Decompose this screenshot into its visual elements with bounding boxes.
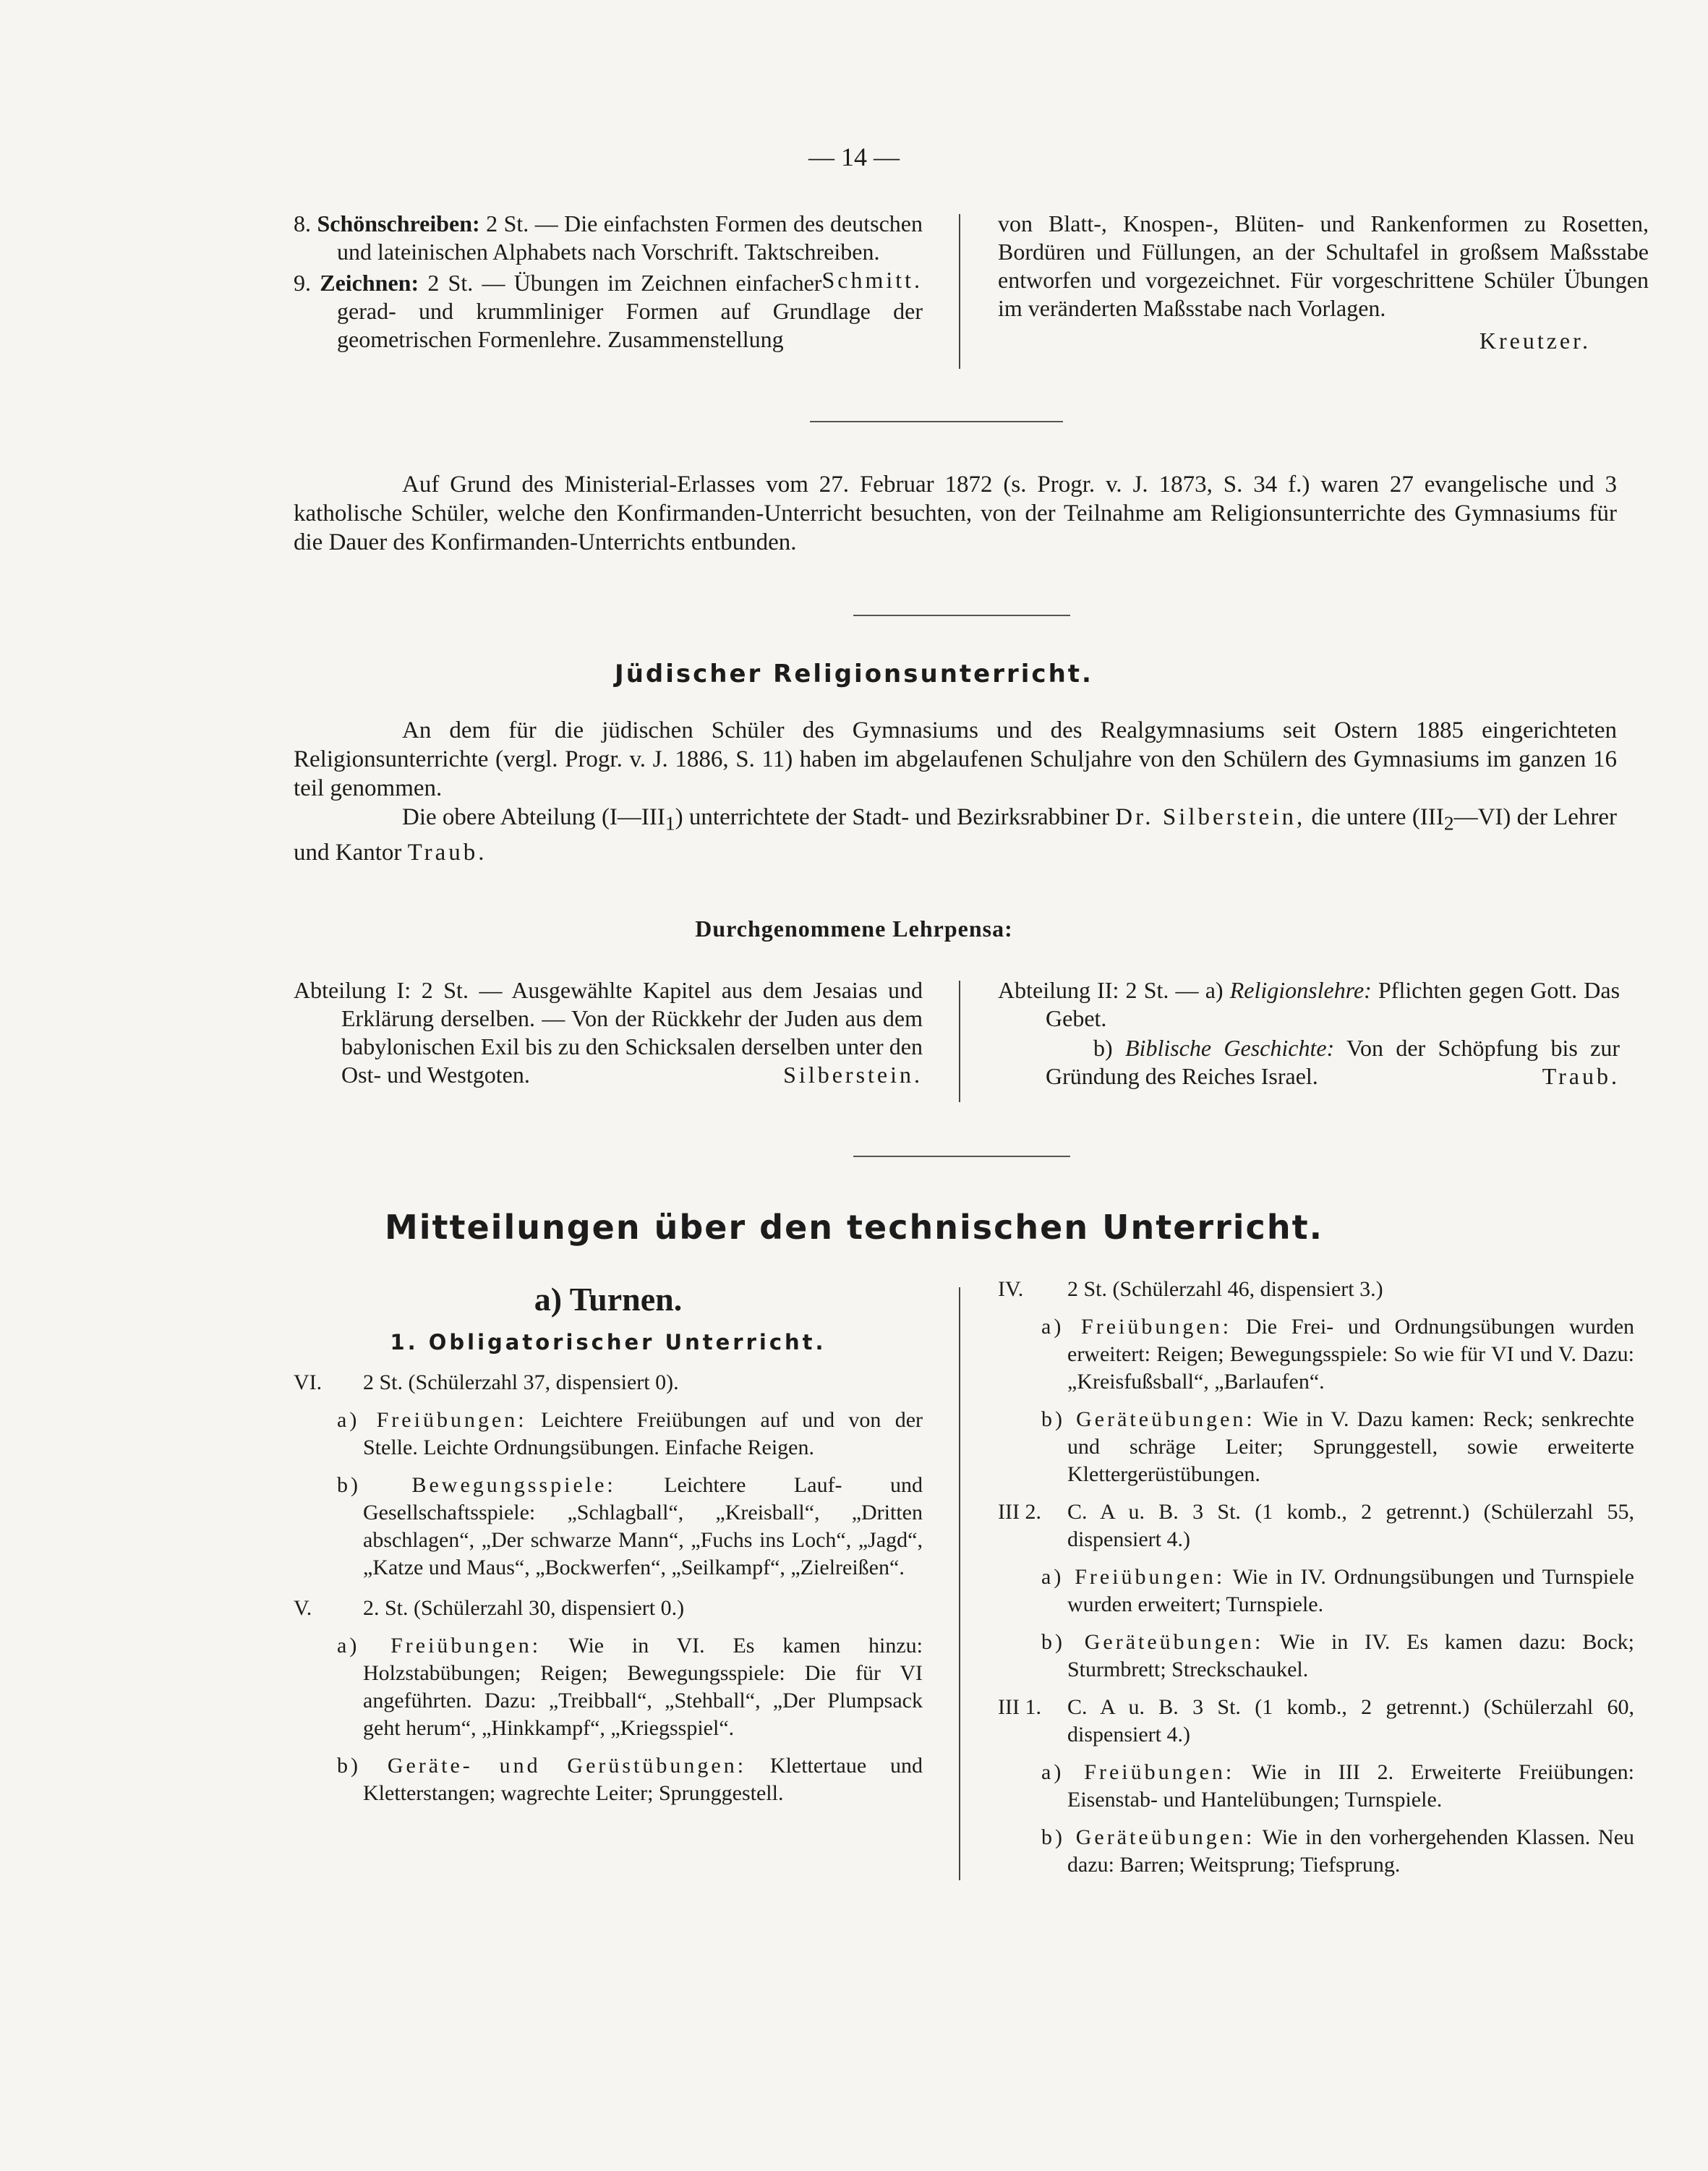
entry-zeichnen-continued xyxy=(998,210,1649,323)
exercise-label: b) Geräte- und Gerüstübungen: xyxy=(337,1754,747,1778)
class-label: VI. xyxy=(294,1370,323,1394)
exercise-text: Wie in IV. Es kamen dazu: Bock; Sturmbrett; Streckschaukel. xyxy=(1067,1630,1635,1681)
page-number: — 14 — xyxy=(808,142,900,171)
text-run: 2 St. — a) xyxy=(1125,977,1224,1003)
text-run: ) unterrichtete der Stadt- und Bezirksrabbiner xyxy=(675,804,1109,830)
teacher-name: Traub. xyxy=(1542,1063,1620,1089)
entry-text: 2 St. — Die einfachsten Formen des deutschen und lateinischen Alphabets nach Vorschrift. Taktschreiben. xyxy=(337,210,923,265)
list-item xyxy=(998,1629,1634,1684)
exercise-text: Klettertaue und Kletterstangen; wagrechte Leiter; Sprunggestell. xyxy=(363,1754,923,1805)
class-v-header xyxy=(294,1595,923,1622)
section-heading-technisch: Mitteilungen über den technischen Unterricht. xyxy=(384,1208,1324,1247)
class-label: V. xyxy=(294,1596,312,1620)
class-info: 2 St. (Schülerzahl 46, dispensiert 3.) xyxy=(1067,1277,1383,1301)
teacher-name: Kreutzer. xyxy=(1479,328,1591,354)
top-left-column xyxy=(294,210,923,354)
juedisch-paragraph-2 xyxy=(294,803,1617,867)
class-label: III 1. xyxy=(998,1695,1041,1719)
class-iii2-header xyxy=(998,1498,1634,1553)
list-item xyxy=(998,1759,1634,1814)
exercise-text: Wie in IV. Ordnungsübungen und Turnspiele wurden erweitert; Turnspiele. xyxy=(1067,1565,1634,1616)
column-divider xyxy=(959,981,960,1102)
class-iii1-header xyxy=(998,1694,1634,1749)
class-label: IV. xyxy=(998,1277,1024,1301)
obligatorisch-heading: 1. Obligatorischer Unterricht. xyxy=(390,1330,827,1355)
exercise-text: Wie in III 2. Erweiterte Freiübungen: Eisenstab- und Hantelübungen; Turnspiele. xyxy=(1067,1760,1634,1812)
exercise-text: Die Frei- und Ordnungsübungen wurden erweitert: Reigen; Bewegungsspiele: So wie für VI und V. Dazu: „Kreisfußsball“, „Barlaufen“. xyxy=(1067,1315,1635,1394)
column-divider xyxy=(959,214,960,369)
class-iv-header xyxy=(998,1276,1634,1303)
list-item xyxy=(998,1824,1634,1879)
list-item xyxy=(294,1632,923,1742)
top-right-column xyxy=(998,210,1649,355)
class-vi-header xyxy=(294,1369,923,1396)
turnen-left xyxy=(294,1280,923,1817)
text-run: —VI) der Lehrer und Kantor xyxy=(294,804,1618,866)
subscript: 2 xyxy=(1443,811,1454,835)
exercise-label: b) Geräteübungen: xyxy=(1041,1630,1264,1654)
exercise-text: Leichtere Lauf- und Gesellschaftsspiele: „Schlagball“, „Kreisball“, „Dritten abschlagen“, „Der schwarze Mann“, „Fuchs ins Loch“, „Jagd“, „Katze und Maus“, „Bockwerfen“, „Seilkampf“, „Zielreißen“. xyxy=(363,1473,923,1579)
pensa-heading: Durchgenommene Lehrpensa: xyxy=(695,916,1013,942)
pensa-right xyxy=(998,976,1620,1091)
exercise-text: Wie in VI. Es kamen hinzu: Holzstabübungen; Reigen; Bewegungsspiele: Die für VI angeführten. Dazu: „Treibball“, „Stehball“, „Der Plumpsack geht herum“, „Hinkkampf“, „Kriegsspiel“. xyxy=(363,1634,923,1740)
entry-number: 9. xyxy=(294,270,311,296)
exercise-text: Wie in den vorhergehenden Klassen. Neu dazu: Barren; Weitsprung; Tiefsprung. xyxy=(1067,1825,1635,1877)
exercise-label: a) Freiübungen: xyxy=(337,1408,527,1432)
section-divider xyxy=(853,1156,1070,1157)
exercise-label: b) Geräteübungen: xyxy=(1041,1407,1255,1431)
section-divider xyxy=(853,615,1070,616)
column-divider xyxy=(959,1287,960,1880)
entry-number: 8. xyxy=(294,210,311,236)
class-label: III 2. xyxy=(998,1500,1041,1524)
abteilung-text: 2 St. — Ausgewählte Kapitel aus dem Jesaias und Erklärung derselben. — Von der Rückkehr der Juden aus dem babylonischen Exil bis zu den Schicksalen derselben unter den Ost- und Westgoten. xyxy=(341,977,923,1088)
teacher-name: Schmitt. xyxy=(821,267,923,293)
abteilung-label: Abteilung I: xyxy=(294,977,411,1003)
pensa-left xyxy=(294,976,923,1089)
abteilung-label: Abteilung II: xyxy=(998,977,1119,1003)
subscript: 1 xyxy=(665,811,675,835)
teacher-name: Dr. Silberstein, xyxy=(1115,804,1306,830)
juedisch-paragraph-1: An dem für die jüdischen Schüler des Gymnasiums und des Realgymnasiums seit Ostern 1885 eingerichteten Religionsunterrichte (vergl. Progr. v. J. 1886, S. 11) haben im abgelaufenen Schuljahre von den Schülern des Gymnasiums im ganzen 16 teil genommen. xyxy=(294,717,1617,801)
entry-text: von Blatt-, Knospen-, Blüten- und Rankenformen zu Rosetten, Bordüren und Füllungen, an der Schultafel in großsem Maßsstabe entworfen und vorgezeichnet. Für vorgeschrittene Schüler Übungen im veränderten Maßsstabe nach Vorlagen. xyxy=(998,210,1649,321)
list-item xyxy=(998,1406,1634,1488)
turnen-right xyxy=(998,1276,1634,1889)
exercise-label: a) Freiübungen: xyxy=(337,1634,542,1658)
exercise-text: Leichtere Freiübungen auf und von der Stelle. Leichte Ordnungsübungen. Einfache Reigen. xyxy=(363,1408,923,1459)
abteilung-2 xyxy=(998,976,1620,1033)
exercise-label: a) Freiübungen: xyxy=(1041,1760,1235,1784)
class-info: 2. St. (Schülerzahl 30, dispensiert 0.) xyxy=(363,1596,685,1620)
text-run: Pflichten gegen Gott. Das Gebet. xyxy=(1046,977,1621,1031)
list-item xyxy=(294,1472,923,1582)
entry-title: Schönschreiben: xyxy=(317,210,480,236)
exercise-label: a) Freiübungen: xyxy=(1041,1315,1232,1339)
entry-text: 2 St. — Übungen im Zeichnen einfacher gerad- und krummliniger Formen auf Grundlage der geometrischen Formenlehre. Zusammenstellung xyxy=(337,270,923,352)
teacher-name: Silberstein. xyxy=(783,1062,923,1088)
list-item xyxy=(998,1564,1634,1618)
text-run: die untere (III xyxy=(1311,804,1444,830)
teacher-name: Traub. xyxy=(407,839,487,866)
abteilung-1 xyxy=(294,976,923,1089)
list-item xyxy=(294,1407,923,1462)
list-item xyxy=(294,1752,923,1807)
text-run: Von der Schöpfung bis zur Gründung des Reiches Israel. xyxy=(1046,1035,1621,1089)
list-item xyxy=(998,1313,1634,1396)
italic-term: Biblische Geschichte: xyxy=(1125,1035,1335,1061)
section-divider xyxy=(810,421,1063,422)
text-run: Die obere Abteilung (I—III xyxy=(402,804,665,830)
konfirmanden-paragraph: Auf Grund des Ministerial-Erlasses vom 27. Februar 1872 (s. Progr. v. J. 1873, S. 34 f.) waren 27 evangelische und 3 katholische Schüler, welche den Konfirmanden-Unterricht besuchten, von der Teilnahme am Religionsunterrichte des Gymnasiums für die Dauer des Konfirmanden-Unterrichts entbunden. xyxy=(294,472,1617,555)
entry-title: Zeichnen: xyxy=(320,270,419,296)
turnen-heading: a) Turnen. xyxy=(534,1281,683,1318)
italic-term: Religionslehre: xyxy=(1229,977,1372,1003)
exercise-label: b) Bewegungsspiele: xyxy=(337,1473,616,1497)
text-run: b) xyxy=(1093,1035,1113,1061)
exercise-text: Wie in V. Dazu kamen: Reck; senkrechte und schräge Leiter; Sprunggestell, sowie erweiterte Klettergerüstübungen. xyxy=(1067,1407,1634,1486)
class-info: C. A u. B. 3 St. (1 komb., 2 getrennt.) (Schülerzahl 60, dispensiert 4.) xyxy=(1067,1695,1634,1746)
exercise-label: a) Freiübungen: xyxy=(1041,1565,1226,1589)
class-info: C. A u. B. 3 St. (1 komb., 2 getrennt.) (Schülerzahl 55, dispensiert 4.) xyxy=(1067,1500,1634,1551)
abteilung-2-b xyxy=(998,1034,1620,1091)
exercise-label: b) Geräteübungen: xyxy=(1041,1825,1255,1849)
class-info: 2 St. (Schülerzahl 37, dispensiert 0). xyxy=(363,1370,679,1394)
section-heading-juedisch: Jüdischer Religionsunterricht. xyxy=(615,660,1093,688)
